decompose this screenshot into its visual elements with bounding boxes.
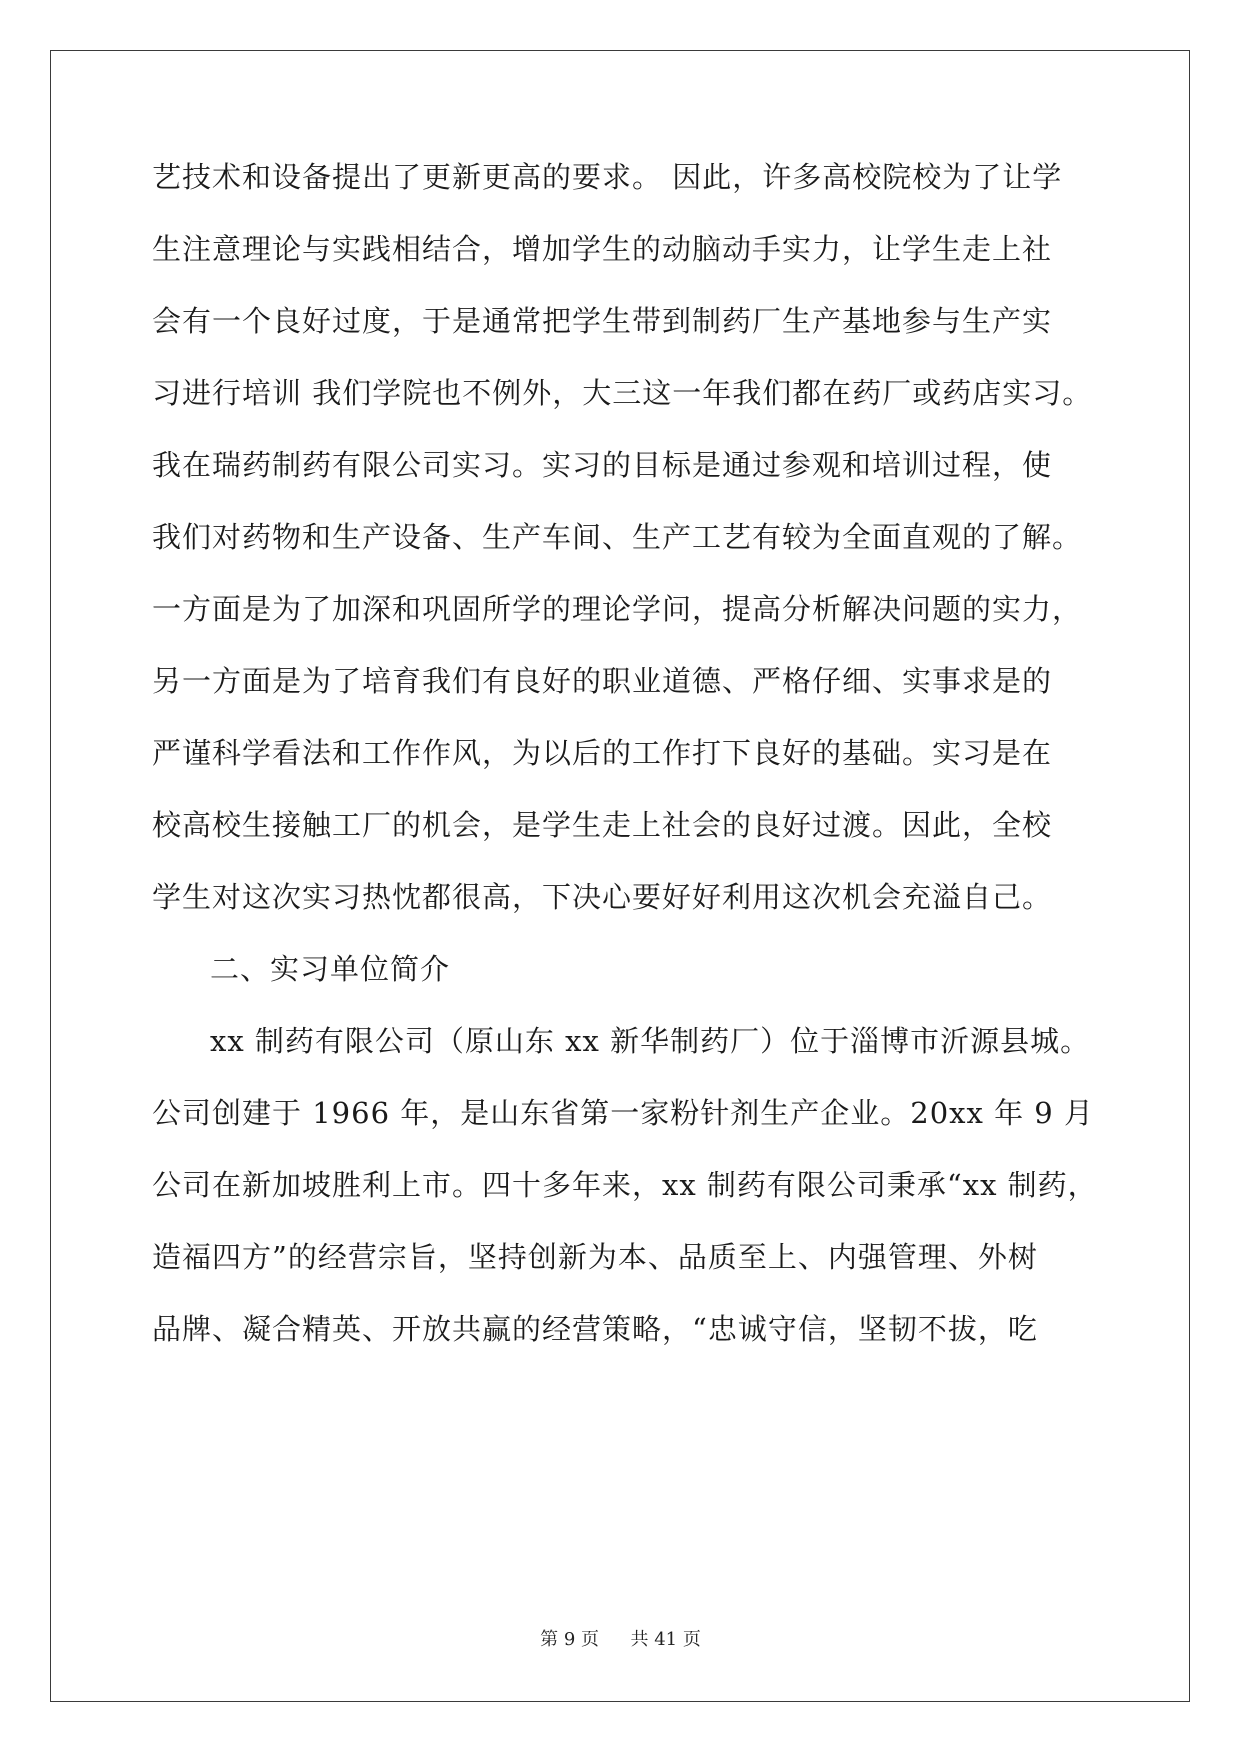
body-line: xx 制药有限公司（原山东 xx 新华制药厂）位于淄博市沂源县城。 bbox=[210, 1024, 1091, 1058]
body-line: 我在瑞药制药有限公司实习。实习的目标是通过参观和培训过程，使 bbox=[152, 448, 1053, 482]
body-line: 习进行培训 我们学院也不例外，大三这一年我们都在药厂或药店实习。 bbox=[152, 376, 1093, 410]
section-heading: 二、实习单位简介 bbox=[210, 952, 451, 986]
body-line: 一方面是为了加深和巩固所学的理论学问，提高分析解决问题的实力， bbox=[152, 592, 1083, 626]
body-line: 品牌、凝合精英、开放共赢的经营策略，“忠诚守信，坚韧不拔，吃 bbox=[152, 1312, 1038, 1346]
body-line: 学生对这次实习热忱都很高，下决心要好好利用这次机会充溢自己。 bbox=[152, 880, 1053, 914]
body-line: 校高校生接触工厂的机会，是学生走上社会的良好过渡。因此，全校 bbox=[152, 808, 1053, 842]
body-line: 造福四方”的经营宗旨，坚持创新为本、品质至上、内强管理、外树 bbox=[152, 1240, 1038, 1274]
body-line: 严谨科学看法和工作作风，为以后的工作打下良好的基础。实习是在 bbox=[152, 736, 1053, 770]
document-body bbox=[152, 160, 1098, 1347]
body-line: 会有一个良好过度，于是通常把学生带到制药厂生产基地参与生产实 bbox=[152, 304, 1053, 338]
body-line: 我们对药物和生产设备、生产车间、生产工艺有较为全面直观的了解。 bbox=[152, 520, 1083, 554]
body-line: 艺技术和设备提出了更新更高的要求。 因此，许多高校院校为了让学 bbox=[152, 160, 1063, 194]
body-line: 公司创建于 1966 年，是山东省第一家粉针剂生产企业。20xx 年 9 月 bbox=[152, 1096, 1094, 1130]
body-line: 生注意理论与实践相结合，增加学生的动脑动手实力，让学生走上社 bbox=[152, 232, 1053, 266]
page-total: 共 41 页 bbox=[630, 1629, 701, 1650]
page-footer bbox=[0, 1625, 1241, 1651]
page-number: 第 9 页 bbox=[540, 1629, 600, 1650]
body-line: 公司在新加坡胜利上市。四十多年来，xx 制药有限公司秉承“xx 制药， bbox=[152, 1168, 1098, 1202]
body-line: 另一方面是为了培育我们有良好的职业道德、严格仔细、实事求是的 bbox=[152, 664, 1053, 698]
